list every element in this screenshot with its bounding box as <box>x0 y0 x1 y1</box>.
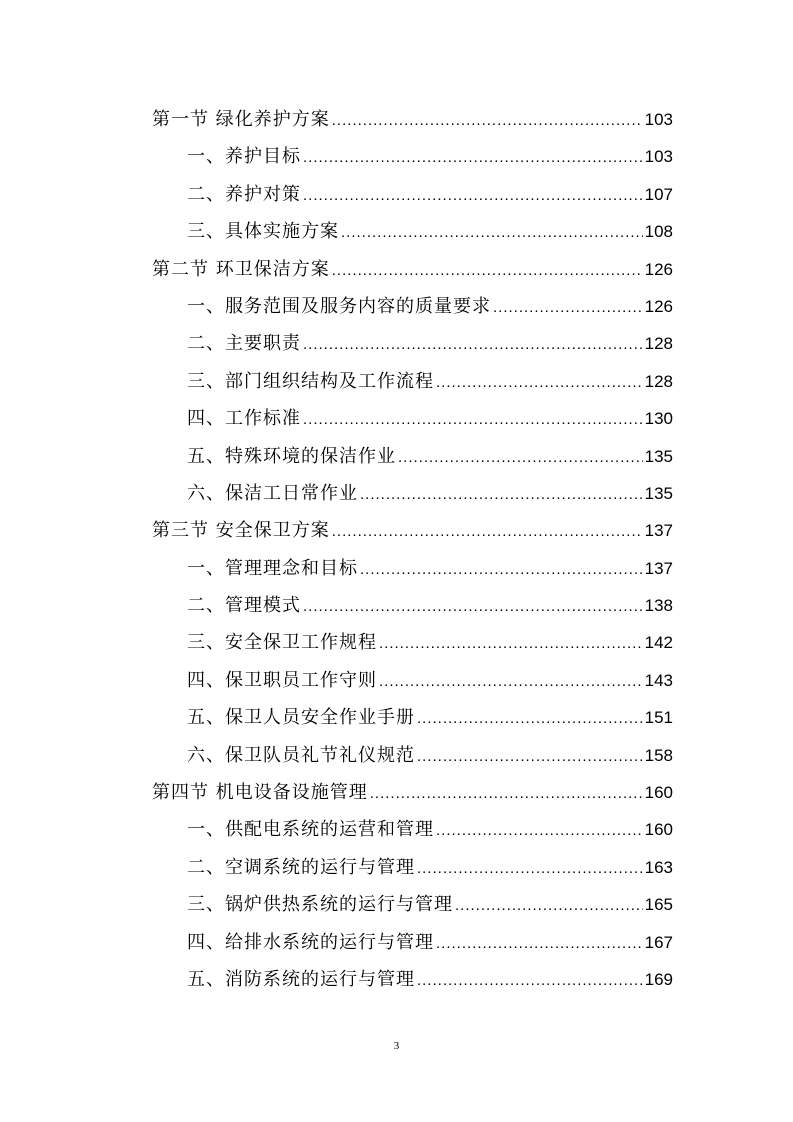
toc-entry-page-number: 160 <box>644 820 673 840</box>
toc-item-entry <box>152 438 673 475</box>
table-of-contents <box>152 101 673 998</box>
toc-entry-label: 二、管理模式 <box>187 595 301 617</box>
toc-entry-page-number: 108 <box>644 222 673 242</box>
dot-leader <box>379 663 643 700</box>
toc-entry-page-number: 158 <box>644 745 673 765</box>
dot-leader <box>398 439 643 476</box>
toc-entry-label: 四、保卫职员工作守则 <box>187 669 377 691</box>
toc-entry-label: 二、主要职责 <box>187 333 301 355</box>
toc-entry-page-number: 167 <box>644 932 673 952</box>
toc-entry-page-number: 160 <box>644 783 673 803</box>
toc-item-entry <box>152 924 673 961</box>
dot-leader <box>370 775 643 812</box>
dot-leader <box>332 252 643 289</box>
toc-entry-page-number: 138 <box>644 596 673 616</box>
dot-leader <box>303 139 643 176</box>
dot-leader <box>303 401 643 438</box>
toc-item-entry <box>152 587 673 624</box>
toc-item-entry <box>152 325 673 362</box>
toc-entry-page-number: 103 <box>644 110 673 129</box>
page-number: 3 <box>393 1040 400 1052</box>
toc-section-entry <box>152 512 673 549</box>
toc-entry-label: 四、给排水系统的运行与管理 <box>187 931 434 953</box>
toc-entry-page-number: 137 <box>644 558 673 578</box>
toc-entry-page-number: 165 <box>644 895 673 915</box>
toc-entry-page-number: 135 <box>644 446 673 466</box>
dot-leader <box>436 812 643 849</box>
toc-entry-label: 二、空调系统的运行与管理 <box>187 856 415 878</box>
toc-entry-page-number: 126 <box>644 296 673 316</box>
dot-leader <box>303 177 643 214</box>
toc-section-entry <box>152 101 673 138</box>
toc-item-entry <box>152 475 673 512</box>
dot-leader <box>493 289 643 326</box>
toc-entry-label: 一、管理理念和目标 <box>187 557 358 579</box>
toc-item-entry <box>152 550 673 587</box>
toc-entry-page-number: 142 <box>644 633 673 653</box>
toc-entry-label: 六、保洁工日常作业 <box>187 482 358 504</box>
toc-entry-page-number: 126 <box>644 259 673 279</box>
toc-entry-label: 一、服务范围及服务内容的质量要求 <box>187 295 491 317</box>
toc-entry-page-number: 130 <box>644 409 673 429</box>
dot-leader <box>303 326 643 363</box>
toc-entry-page-number: 137 <box>644 521 673 541</box>
dot-leader <box>455 887 643 924</box>
toc-item-entry <box>152 213 673 250</box>
toc-entry-label: 三、锅炉供热系统的运行与管理 <box>187 894 453 916</box>
toc-entry-page-number: 151 <box>644 708 673 728</box>
toc-entry-label: 三、具体实施方案 <box>187 221 339 243</box>
toc-item-entry <box>152 886 673 923</box>
toc-section-entry <box>152 251 673 288</box>
toc-item-entry <box>152 811 673 848</box>
toc-entry-label: 第三节 安全保卫方案 <box>152 520 330 542</box>
toc-entry-page-number: 128 <box>644 371 673 391</box>
toc-entry-label: 四、工作标准 <box>187 408 301 430</box>
toc-item-entry <box>152 176 673 213</box>
dot-leader <box>436 364 643 401</box>
toc-item-entry <box>152 737 673 774</box>
dot-leader <box>417 962 643 999</box>
dot-leader <box>341 214 643 251</box>
dot-leader <box>332 102 643 139</box>
toc-item-entry <box>152 662 673 699</box>
toc-section-entry <box>152 774 673 811</box>
toc-entry-label: 二、养护对策 <box>187 183 301 205</box>
toc-entry-label: 第四节 机电设备设施管理 <box>152 782 368 804</box>
toc-entry-page-number: 107 <box>644 184 673 204</box>
toc-item-entry <box>152 624 673 661</box>
dot-leader <box>379 625 643 662</box>
toc-item-entry <box>152 849 673 886</box>
dot-leader <box>417 700 643 737</box>
toc-entry-label: 第一节 绿化养护方案 <box>152 109 330 130</box>
toc-item-entry <box>152 363 673 400</box>
toc-entry-page-number: 169 <box>644 969 673 989</box>
toc-entry-label: 第二节 环卫保洁方案 <box>152 258 330 280</box>
toc-entry-label: 六、保卫队员礼节礼仪规范 <box>187 744 415 766</box>
dot-leader <box>332 513 643 550</box>
toc-item-entry <box>152 138 673 175</box>
dot-leader <box>417 850 643 887</box>
toc-entry-label: 一、养护目标 <box>187 146 301 168</box>
toc-entry-page-number: 103 <box>644 147 673 167</box>
toc-item-entry <box>152 699 673 736</box>
toc-entry-label: 五、特殊环境的保洁作业 <box>187 445 396 467</box>
toc-entry-label: 五、保卫人员安全作业手册 <box>187 707 415 729</box>
dot-leader <box>303 588 643 625</box>
toc-entry-label: 五、消防系统的运行与管理 <box>187 968 415 990</box>
toc-item-entry <box>152 400 673 437</box>
toc-entry-page-number: 128 <box>644 334 673 354</box>
dot-leader <box>360 476 643 513</box>
dot-leader <box>360 551 643 588</box>
toc-entry-page-number: 135 <box>644 483 673 503</box>
dot-leader <box>436 925 643 962</box>
toc-entry-label: 三、部门组织结构及工作流程 <box>187 370 434 392</box>
toc-item-entry <box>152 288 673 325</box>
toc-entry-label: 一、供配电系统的运营和管理 <box>187 819 434 841</box>
toc-entry-page-number: 143 <box>644 670 673 690</box>
dot-leader <box>417 738 643 775</box>
toc-entry-label: 三、安全保卫工作规程 <box>187 632 377 654</box>
toc-item-entry <box>152 961 673 998</box>
toc-entry-page-number: 163 <box>644 857 673 877</box>
